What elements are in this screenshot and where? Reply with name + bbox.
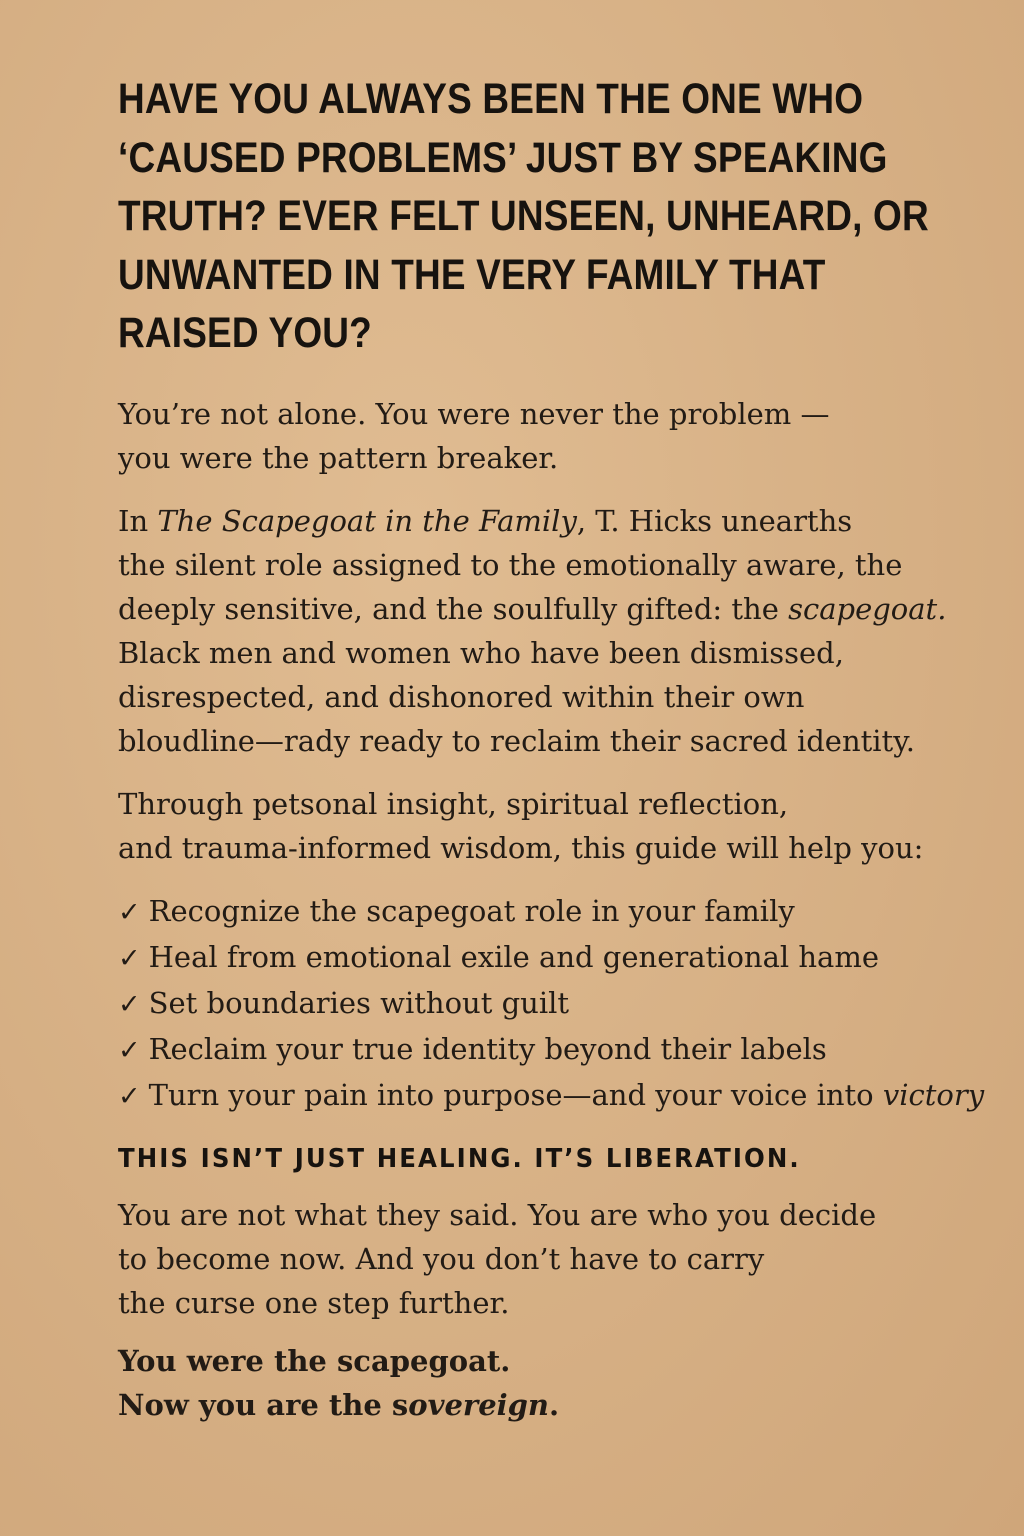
description-line-4: Black men and women who have been dismissed, xyxy=(118,635,844,670)
affirmation-line: You are not what they said. You are who you decide xyxy=(118,1197,877,1232)
headline-line: TRUTH? EVER FELT UNSEEN, UNHEARD, OR xyxy=(118,192,929,240)
description-line-3 xyxy=(118,587,1018,631)
checklist-item xyxy=(118,889,1018,935)
closing-line2-suffix: . xyxy=(549,1387,560,1422)
closing-statement xyxy=(118,1339,1018,1427)
checklist-item xyxy=(118,981,1018,1027)
description-line-5: disrespected, and dishonored within their own xyxy=(118,679,805,714)
description-line3-prefix: deeply sensitive, and the soulfully gifted: the xyxy=(118,591,789,626)
checkmark-icon: ✓ xyxy=(118,1080,141,1112)
description-line-6: bloudline—rady ready to reclaim their sacred identity. xyxy=(118,723,915,758)
description-line-1 xyxy=(118,499,1018,543)
checklist-item-text: Recognize the scapegoat role in your family xyxy=(148,893,795,928)
headline-line: HAVE YOU ALWAYS BEEN THE ONE WHO xyxy=(118,75,864,123)
description-line1-suffix: , T. Hicks unearths xyxy=(576,503,853,538)
benefits-checklist xyxy=(118,889,1018,1119)
intro-line: you were the pattern breaker. xyxy=(118,440,559,475)
guide-intro-line: Through petsonal insight, spiritual reflection, xyxy=(118,786,789,821)
headline xyxy=(118,70,929,363)
headline-line: UNWANTED IN THE VERY FAMILY THAT xyxy=(118,250,826,299)
affirmation-paragraph xyxy=(118,1193,1018,1325)
description-paragraph xyxy=(118,499,1018,763)
back-cover-copy xyxy=(118,70,1018,1427)
description-line-2: the silent role assigned to the emotionally aware, the xyxy=(118,547,903,582)
headline-line: RAISED YOU? xyxy=(118,309,372,357)
headline-line: ‘CAUSED PROBLEMS’ JUST BY SPEAKING xyxy=(118,133,888,182)
affirmation-line: to become now. And you don’t have to carry xyxy=(118,1241,765,1276)
victory-emphasis: victory xyxy=(882,1077,985,1112)
intro-paragraph xyxy=(118,392,1018,480)
checklist-item xyxy=(118,935,1018,981)
sovereign-emphasis: overeign xyxy=(408,1387,550,1422)
description-prefix: In xyxy=(118,503,158,538)
closing-line2-prefix: Now you are the s xyxy=(118,1387,409,1422)
checkmark-icon: ✓ xyxy=(118,988,141,1020)
guide-intro-line: and trauma-informed wisdom, this guide will help you: xyxy=(118,830,924,865)
checkmark-icon: ✓ xyxy=(118,896,141,928)
intro-line: You’re not alone. You were never the problem — xyxy=(118,396,830,431)
checklist-item-text: Heal from emotional exile and generational hame xyxy=(148,939,879,974)
checkmark-icon: ✓ xyxy=(118,942,141,974)
checkmark-icon: ✓ xyxy=(118,1034,141,1066)
affirmation-line: the curse one step further. xyxy=(118,1285,510,1320)
closing-line-1: You were the scapegoat. xyxy=(118,1343,511,1378)
checklist-item xyxy=(118,1027,1018,1073)
checklist-item xyxy=(118,1073,1018,1119)
checklist-item-text: Turn your pain into purpose—and your voice into xyxy=(148,1077,883,1112)
book-title: The Scapegoat in the Family xyxy=(157,503,577,538)
liberation-subhead: THIS ISN’T JUST HEALING. IT’S LIBERATION. xyxy=(118,1143,801,1174)
closing-line-2 xyxy=(118,1383,1018,1427)
guide-intro-paragraph xyxy=(118,782,1018,870)
checklist-item-text: Set boundaries without guilt xyxy=(148,985,570,1020)
scapegoat-emphasis: scapegoat. xyxy=(788,591,947,626)
checklist-item-text: Reclaim your true identity beyond their labels xyxy=(148,1031,827,1066)
